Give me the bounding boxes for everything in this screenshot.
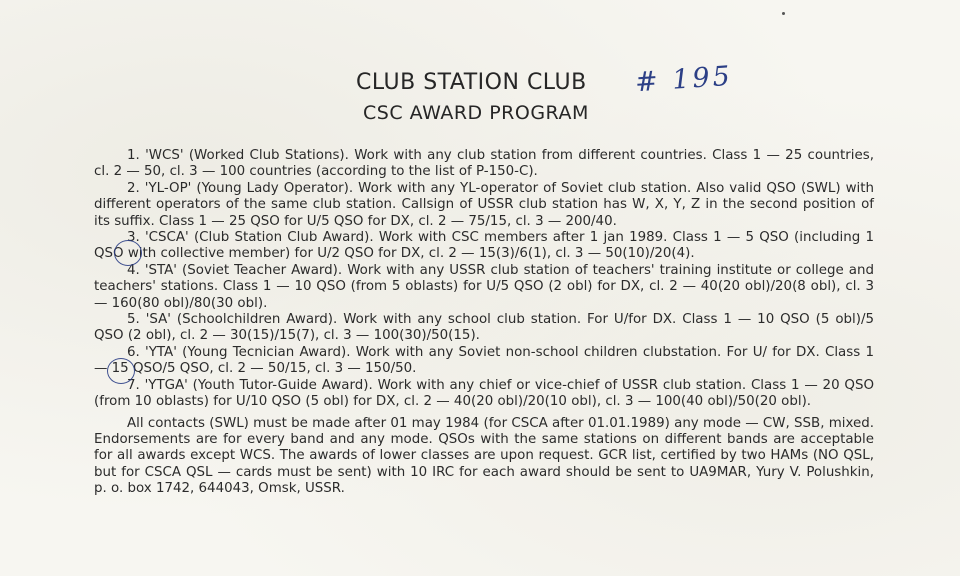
paragraph-yl-op: 2. 'YL-OP' (Young Lady Operator). Work with any YL-operator of Soviet club station. Also valid QSO (SWL) with different operators of the same club station. Callsign of USSR club station has W, X, Y, Z in the second position of its suffix. Class 1 — 25 QSO for U/5 QSO for DX, cl. 2 — 75/15, cl. 3 — 200/40.: [94, 180, 874, 229]
paragraph-csca: 3. 'CSCA' (Club Station Club Award). Work with CSC members after 1 jan 1989. Class 1 — 5 QSO (including 1 QSO with collective member) for U/2 QSO for DX, cl. 2 — 15(3)/6(1), cl. 3 — 50(10)/20(4).: [94, 230, 874, 262]
pen-circle-mark-3: [114, 240, 142, 266]
page-title: CLUB STATION CLUB: [356, 70, 587, 95]
title-row: [0, 60, 960, 100]
paragraph-general-rules: All contacts (SWL) must be made after 01 may 1984 (for CSCA after 01.01.1989) any mode — CW, SSB, mixed. Endorsements are for every band and any mode. QSOs with the same stations on different bands are acceptable for all awards except WCS. The awards of lower classes are upon request. GCR list, certified by two HAMs (NO QSL, but for CSCA QSL — cards must be sent) with 10 IRC for each award should be sent to UA9MAR, Yury V. Polushkin, p. o. box 1742, 644043, Omsk, USSR.: [94, 415, 874, 497]
paragraph-ytga: 7. 'YTGA' (Youth Tutor-Guide Award). Work with any chief or vice-chief of USSR club station. Class 1 — 20 QSO (from 10 oblasts) for U/10 QSO (5 obl) for DX, cl. 2 — 40(20 obl)/20(10 obl), cl. 3 — 100(40 obl)/50(20 obl).: [94, 377, 874, 410]
paragraph-sa: 5. 'SA' (Schoolchildren Award). Work with any school club station. For U/for DX. Class 1 — 10 QSO (5 obl)/5 QSO (2 obl), cl. 2 — 30(15)/15(7), cl. 3 — 100(30)/50(15).: [94, 312, 874, 344]
handwritten-member-number: # 195: [634, 60, 734, 99]
paragraph-sta: 4. 'STA' (Soviet Teacher Award). Work with any USSR club station of teachers' training institute or college and teachers' stations. Class 1 — 10 QSO (from 5 oblasts) for U/5 QSO (2 obl) for DX, cl. 2 — 40(20 obl)/20(8 obl), cl. 3 — 160(80 obl)/80(30 obl).: [94, 262, 874, 311]
pen-circle-mark-6: [107, 358, 135, 384]
paper-speck: [782, 12, 785, 15]
award-rules-text: [94, 148, 874, 498]
page-subtitle: CSC AWARD PROGRAM: [363, 102, 589, 124]
paragraph-wcs: 1. 'WCS' (Worked Club Stations). Work with any club station from different countries. Class 1 — 25 countries, cl. 2 — 50, cl. 3 — 100 countries (according to the list of P-150-C).: [94, 148, 874, 180]
paragraph-yta: 6. 'YTA' (Young Tecnician Award). Work with any Soviet non-school children clubstation. For U/ for DX. Class 1 — 15 QSO/5 QSO, cl. 2 — 50/15, cl. 3 — 150/50.: [94, 344, 874, 377]
